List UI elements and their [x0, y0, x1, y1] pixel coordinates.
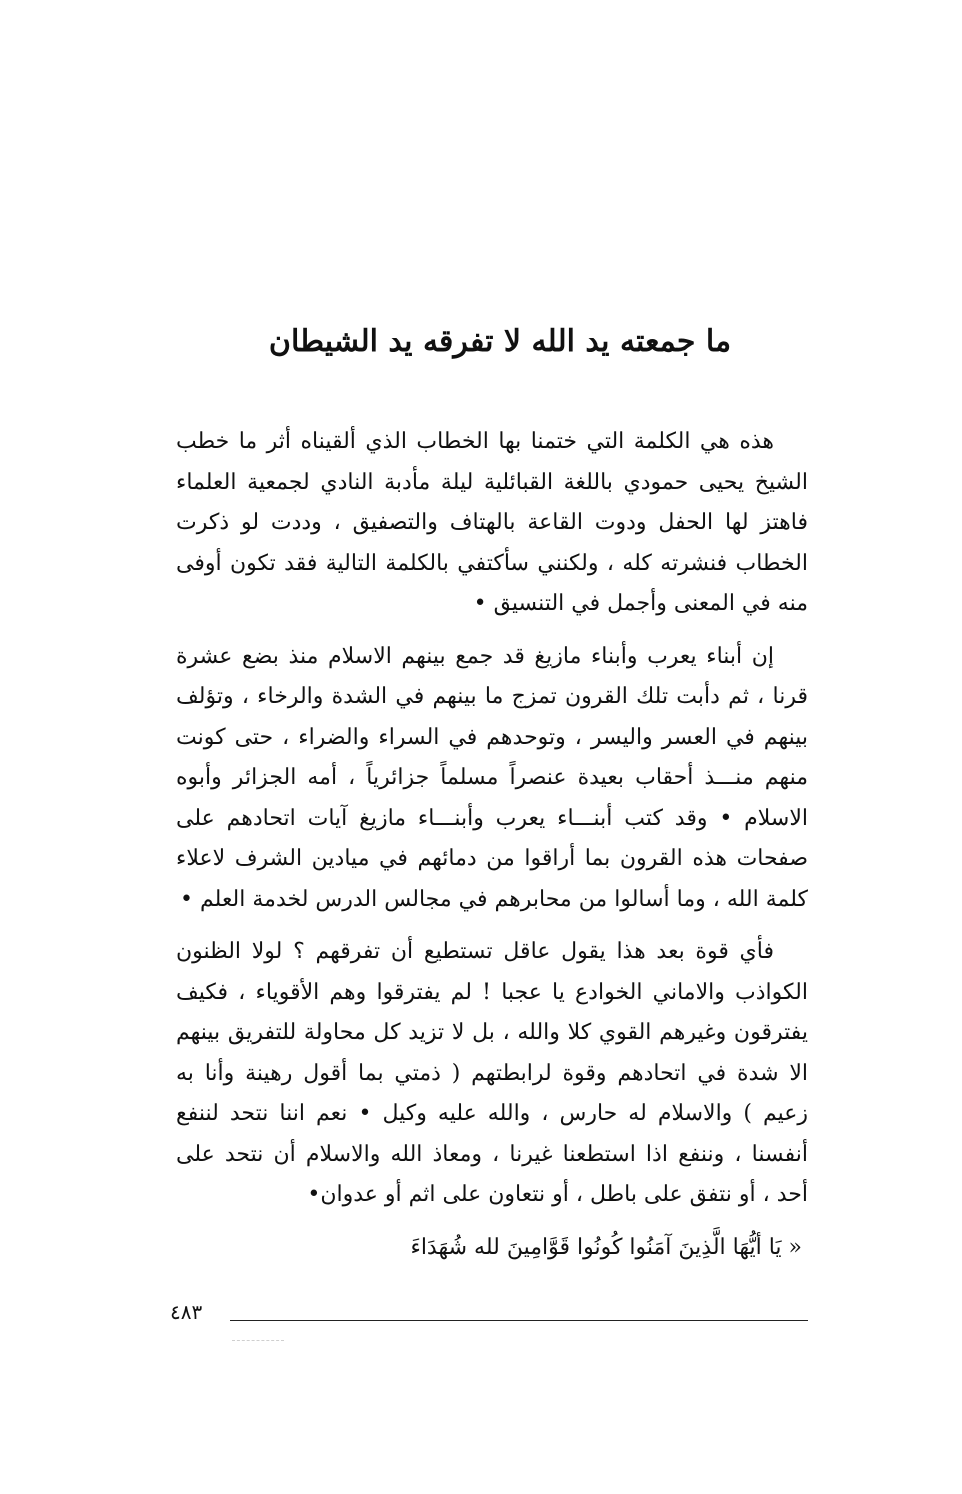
quran-verse: « يَا أيُّهَا الَّذِينَ آمَنُوا كُونُوا قَوَّامِينَ لله شُهَدَاءَ: [410, 1234, 802, 1260]
page-number: ٤٨٣: [170, 1300, 203, 1324]
paragraph-2: إن أبناء يعرب وأبناء مازيغ قد جمع بينهم الاسلام منذ بضع عشرة قرنا ، ثم دأبت تلك القرون تمزج ما بينهم في الشدة والرخاء ، وتؤلف بينهم في العسر واليسر ، وتوحدهم في السراء والضراء ، حتى كونت منهم منـــذ أحقاب بعيدة عنصراً مسلماً جزائرياً ، أمه الجزائر وأبوه الاسلام • وقد كتب أبنـــاء يعرب وأبنـــاء مازيغ آيات اتحادهم على صفحات هذه القرون بما أراقوا من دمائهم في ميادين الشرف لاعلاء كلمة الله ، وما أسالوا من محابرهم في مجالس الدرس لخدمة العلم •: [176, 643, 808, 912]
chapter-title: ما جمعته يد الله لا تفرقه يد الشيطان: [268, 324, 732, 359]
footer-rule: [230, 1320, 808, 1321]
body-text: [176, 422, 808, 1268]
page-footer: [170, 1298, 810, 1328]
paragraph-1: هذه هي الكلمة التي ختمنا بها الخطاب الذي ألقيناه أثر ما خطب الشيخ يحيى حمودي باللغة القبائلية ليلة مأدبة النادي لجمعية العلماء فاهتز لها الحفل ودوت القاعة بالهتاف والتصفيق ، وددت لو ذكرت الخطاب فنشرته كله ، ولكنني سأكتفي بالكلمة التالية فقد تكون أوفى منه في المعنى وأجمل في التنسيق •: [176, 429, 809, 616]
paragraph-3: فأي قوة بعد هذا يقول عاقل تستطيع أن تفرقهم ؟ لولا الظنون الكواذب والاماني الخوادع يا عجبا ! لم يفترقوا وهم الأقوياء ، فكيف يفترقون وغيرهم القوي كلا والله ، بل لا تزيد كل محاولة للتفريق بينهم الا شدة في اتحادهم وقوة لرابطتهم ( ذمتي بما أقول رهينة وأنا به زعيم ) والاسلام له حارس ، والله عليه وكيل • نعم اننا نتحد لننفع أنفسنا ، وننفع اذا استطعنا غيرنا ، ومعاذ الله والاسلام أن نتحد على أحد ، أو نتفق على باطل ، أو نتعاون على اثم أو عدوان•: [176, 939, 808, 1207]
scan-speck: [232, 1340, 284, 1342]
